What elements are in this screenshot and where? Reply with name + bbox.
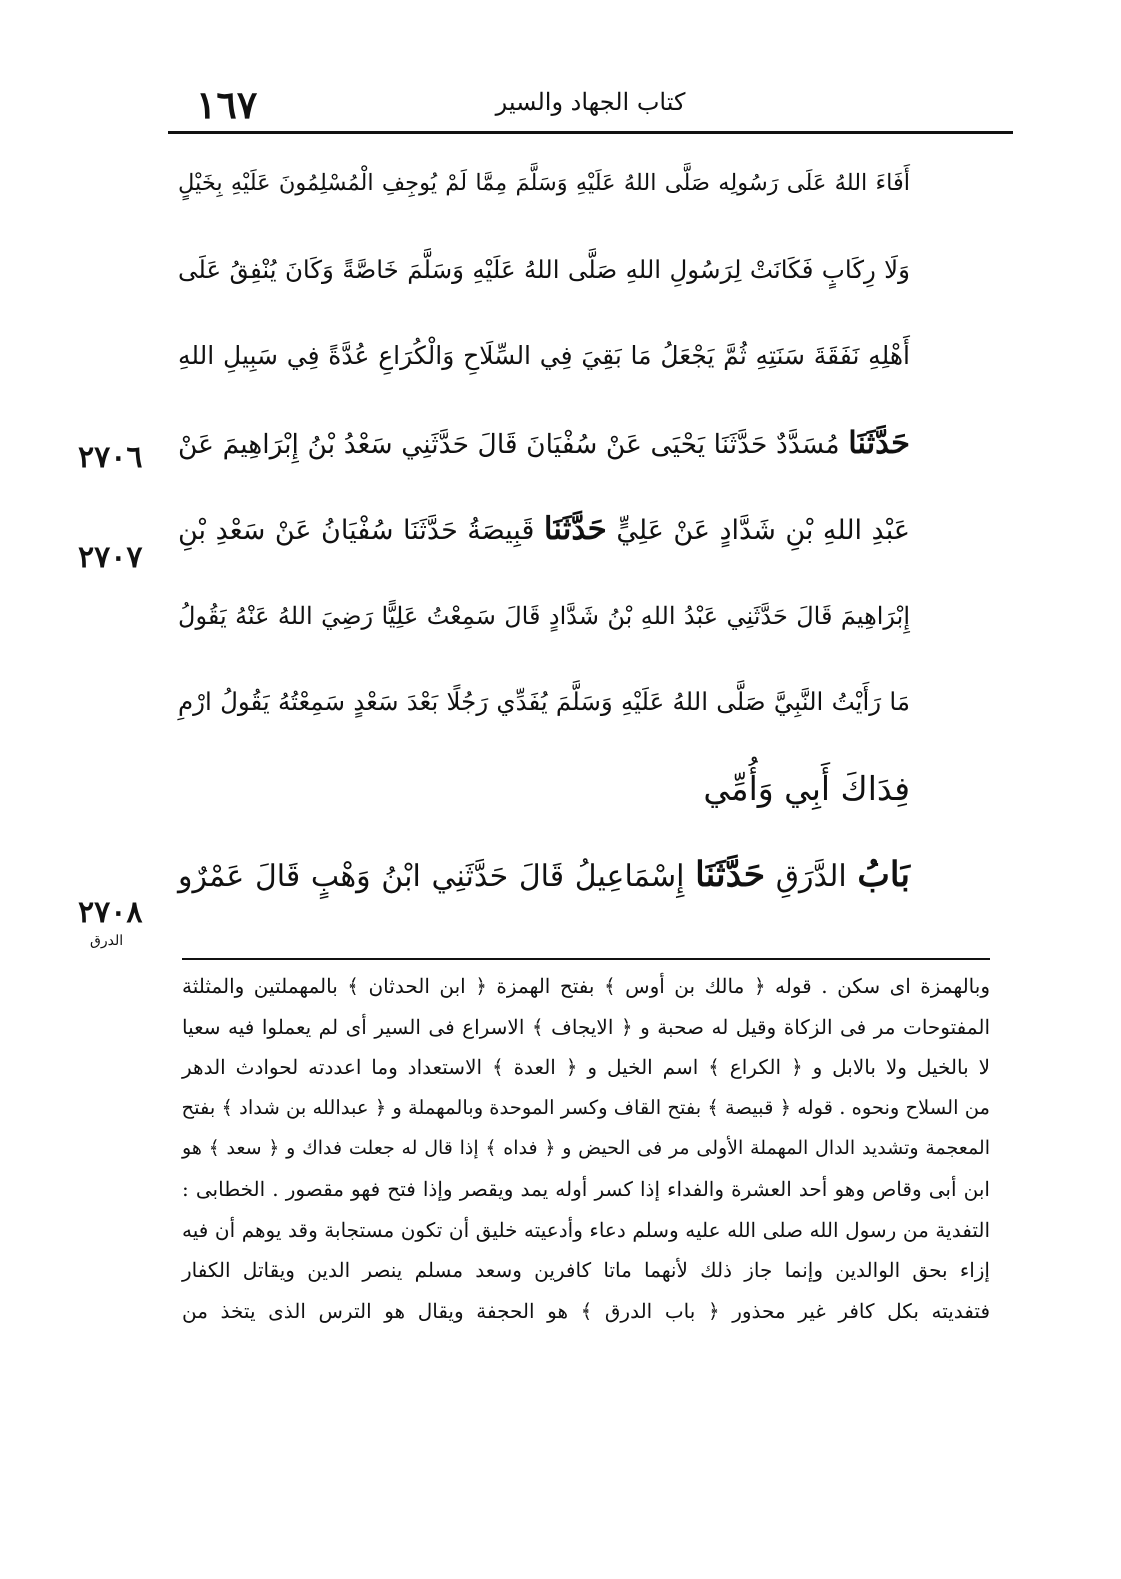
footnote-line-5: المعجمة وتشديد الدال المهملة الأولى مر فى الحيض و ﴿ فداه ﴾ إذا قال له جعلت فداك و ﴿ سعد ﴾ هو [182,1137,990,1160]
main-line-9 [178,832,910,919]
footnote-rule [182,958,990,960]
main-line-1: أَفَاءَ اللهُ عَلَى رَسُولِه صَلَّى اللهُ عَلَيْهِ وَسَلَّمَ مِمَّا لَمْ يُوجِفِ الْمُسْلِمُونَ عَلَيْهِ بِخَيْلٍ [178,170,910,196]
haddathana-keyword: حَدَّثَنَا [848,424,911,461]
footnote-line-2: المفتوحات مر فى الزكاة وقيل له صحبة و ﴿ الايجاف ﴾ الاسراع فى السير أى لم يعملوا فيه سعيا [182,1014,990,1039]
hadith-number-2708: ٢٧٠٨ [78,895,143,930]
main-line-5-text-a: عَبْدِ اللهِ بْنِ شَدَّادٍ عَنْ عَلِيٍّ [616,515,910,546]
haddathana-keyword: حَدَّثَنَا [543,511,607,547]
running-title: كتاب الجهاد والسير [495,88,686,116]
footnote-line-8: إزاء بحق الوالدين وإنما جاز ذلك لأنهما ماتا كافرين وسعد مسلم ينصر الدين ويقاتل الكفار [182,1258,990,1283]
main-line-4-text: مُسَدَّدٌ حَدَّثَنَا يَحْيَى عَنْ سُفْيَانَ قَالَ حَدَّثَنِي سَعْدُ بْنُ إِبْرَاهِيمَ عَنْ [178,428,840,460]
footnote-line-6: ابن أبى وقاص وهو أحد العشرة والفداء إذا كسر أوله يمد ويقصر وإذا فتح فهو مقصور . الخطابى : [182,1176,990,1201]
main-line-5-text-b: قَبِيصَةُ حَدَّثَنَا سُفْيَانُ عَنْ سَعْدِ بْنِ [178,515,535,546]
chapter-title: الدَّرَقِ [775,859,847,894]
hadith-number-2706: ٢٧٠٦ [78,440,143,475]
main-line-9-text: إِسْمَاعِيلُ قَالَ حَدَّثَنِي ابْنُ وَهْبٍ قَالَ عَمْرٌو [178,859,685,894]
haddathana-keyword: حَدَّثَنَا [695,855,766,895]
page-number: ١٦٧ [196,82,258,127]
hadith-number-2707: ٢٧٠٧ [78,540,143,575]
main-text [178,140,910,919]
footnote-line-7: التفدية من رسول الله صلى الله عليه وسلم دعاء وأدعيته خليق أن تكون مستجابة وقد يوهم أن فيه [182,1217,990,1242]
footnote-line-4: من السلاح ونحوه . قوله ﴿ قبيصة ﴾ بفتح القاف وكسر الموحدة وبالمهملة و ﴿ عبدالله بن شداد ﴾ بفتح [181,1095,990,1119]
page-header [168,82,1013,130]
main-line-6: إِبْرَاهِيمَ قَالَ حَدَّثَنِي عَبْدُ اللهِ بْنُ شَدَّادٍ قَالَ سَمِعْتُ عَلِيًّا رَضِيَ اللهُ عَنْهُ يَقُولُ [178,601,910,630]
footnote-line-9: فتفديته بكل كافر غير محذور ﴿ باب الدرق ﴾ هو الحجفة ويقال هو الترس الذى يتخذ من [182,1298,990,1323]
main-line-4 [178,400,910,487]
main-line-7: مَا رَأَيْتُ النَّبِيَّ صَلَّى اللهُ عَلَيْهِ وَسَلَّمَ يُفَدِّي رَجُلًا بَعْدَ سَعْدٍ سَمِعْتُهُ يَقُولُ ارْمِ [178,687,910,716]
main-line-3: أَهْلِهِ نَفَقَةَ سَنَتِهِ ثُمَّ يَجْعَلُ مَا بَقِيَ فِي السِّلَاحِ وَالْكُرَاعِ عُدَّةً فِي سَبِيلِ اللهِ [178,341,910,370]
hadith-margin-label: الدرق [90,933,124,949]
main-line-8: فِدَاكَ أَبِي وَأُمِّي [703,768,910,808]
footnote-line-1: وبالهمزة اى سكن . قوله ﴿ مالك بن أوس ﴾ بفتح الهمزة ﴿ ابن الحدثان ﴾ بالمهملتين والمثلثة [182,974,990,998]
header-rule [168,131,1013,134]
main-line-2: وَلَا رِكَابٍ فَكَانَتْ لِرَسُولِ اللهِ صَلَّى اللهُ عَلَيْهِ وَسَلَّمَ خَاصَّةً وَكَانَ يُنْفِقُ عَلَى [178,254,910,284]
bab-heading: بَابُ [857,855,910,895]
main-line-5 [178,486,910,573]
footnote-line-3: لا بالخيل ولا بالابل و ﴿ الكراع ﴾ اسم الخيل و ﴿ العدة ﴾ الاستعداد وما اعددته لحوادث الدهر [182,1055,990,1080]
footnotes [182,966,990,1331]
